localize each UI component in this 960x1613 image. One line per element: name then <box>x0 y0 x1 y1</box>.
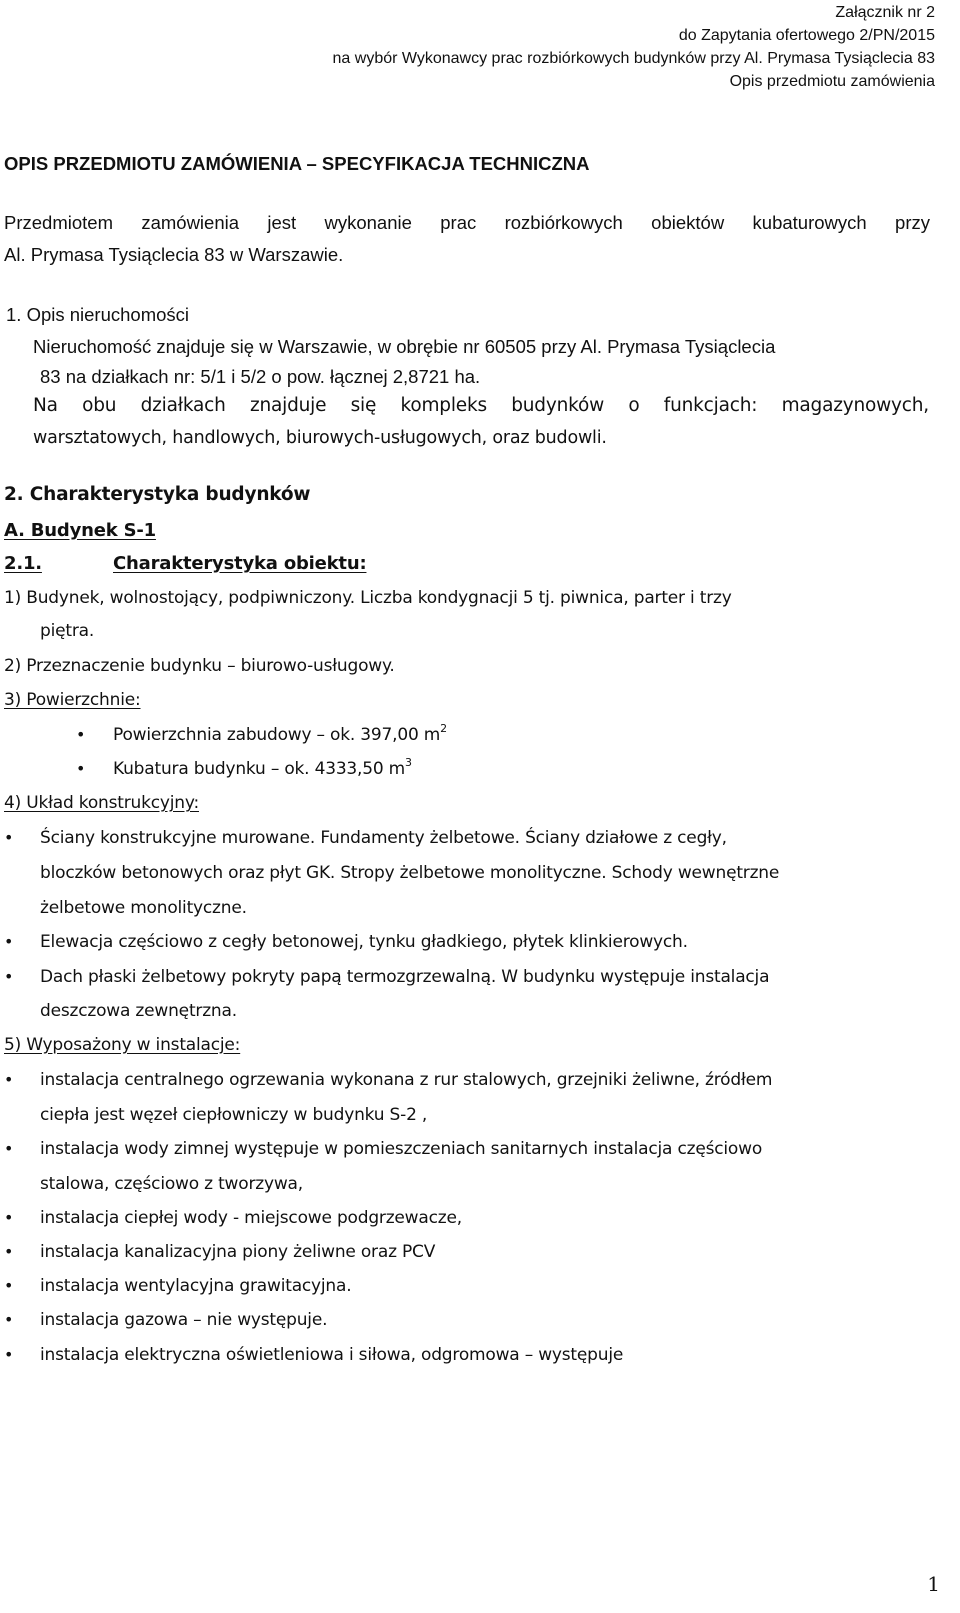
bullet-icon: • <box>4 1310 14 1329</box>
bullet-icon: • <box>4 967 14 986</box>
header-annex-number: Załącznik nr 2 <box>835 4 935 21</box>
section1-line-2: 83 na działkach nr: 5/1 i 5/2 o pow. łącznej 2,8721 ha. <box>40 366 481 387</box>
subsection-2-1-title <box>113 553 366 574</box>
bullet-icon: • <box>4 932 14 951</box>
item1-line-2: piętra. <box>40 621 95 641</box>
bullet-icon: • <box>4 1139 14 1158</box>
intro-line-1: Przedmiotem zamówienia jest wykonanie prac rozbiórkowych obiektów kubaturowych przy <box>4 212 930 233</box>
section1-line-3: Na obu działkach znajduje się kompleks budynków o funkcjach: magazynowych, <box>33 395 929 416</box>
section1-line-4: warsztatowych, handlowych, biurowych-usługowych, oraz budowli. <box>33 428 607 448</box>
built-area-text: Powierzchnia zabudowy – ok. 397,00 m <box>113 725 441 745</box>
built-area <box>113 722 447 745</box>
bullet-icon: • <box>4 1242 14 1261</box>
section1-heading: 1. Opis nieruchomości <box>6 304 190 325</box>
installation-cold-water-line-1: instalacja wody zimnej występuje w pomieszczeniach sanitarnych instalacja częściowo <box>40 1139 763 1159</box>
installation-hot-water: instalacja ciepłej wody - miejscowe podgrzewacze, <box>40 1208 462 1228</box>
construction-walls-line-2: bloczków betonowych oraz płyt GK. Stropy żelbetowe monolityczne. Schody wewnętrzne <box>40 863 780 883</box>
installation-ventilation: instalacja wentylacyjna grawitacyjna. <box>40 1276 352 1296</box>
section1-paragraph <box>33 395 929 416</box>
subsection-2-1-number <box>4 553 42 574</box>
construction-facade: Elewacja częściowo z cegły betonowej, tynku gładkiego, płytek klinkierowych. <box>40 932 688 952</box>
installation-gas: instalacja gazowa – nie występuje. <box>40 1310 328 1330</box>
building-s1-label: A. Budynek S-1 <box>4 520 156 541</box>
subsection-2-1-number-text: 2.1. <box>4 553 42 574</box>
construction-roof-line-2: deszczowa zewnętrzna. <box>40 1001 237 1021</box>
item1-line-1: 1) Budynek, wolnostojący, podpiwniczony. Liczba kondygnacji 5 tj. piwnica, parter i trzy <box>4 588 732 608</box>
item3-areas-text: 3) Powierzchnie: <box>4 690 141 710</box>
header-doc-title: Opis przedmiotu zamówienia <box>729 73 935 90</box>
item3-areas <box>4 690 141 710</box>
installation-heating-line-2: ciepła jest węzeł ciepłowniczy w budynku S-2 , <box>40 1105 428 1125</box>
building-volume <box>113 756 412 779</box>
intro-paragraph <box>4 212 930 234</box>
construction-walls-line-3: żelbetowe monolityczne. <box>40 898 247 918</box>
item2-purpose: 2) Przeznaczenie budynku – biurowo-usługowy. <box>4 656 395 676</box>
installation-heating-line-1: instalacja centralnego ogrzewania wykonana z rur stalowych, grzejniki żeliwne, źródłem <box>40 1070 773 1090</box>
building-volume-text: Kubatura budynku – ok. 4333,50 m <box>113 759 406 779</box>
section2-heading: 2. Charakterystyka budynków <box>4 484 311 505</box>
bullet-icon: • <box>76 725 86 744</box>
construction-roof-line-1: Dach płaski żelbetowy pokryty papą termozgrzewalną. W budynku występuje instalacja <box>40 967 770 987</box>
building-volume-exponent: 3 <box>405 756 412 769</box>
installation-cold-water-line-2: stalowa, częściowo z tworzywa, <box>40 1174 303 1194</box>
header-inquiry-ref: do Zapytania ofertowego 2/PN/2015 <box>678 27 935 44</box>
bullet-icon: • <box>4 1345 14 1364</box>
bullet-icon: • <box>4 1276 14 1295</box>
installation-sewage: instalacja kanalizacyjna piony żeliwne oraz PCV <box>40 1242 436 1262</box>
intro-line-2: Al. Prymasa Tysiąclecia 83 w Warszawie. <box>4 244 344 265</box>
installation-electrical: instalacja elektryczna oświetleniowa i siłowa, odgromowa – występuje <box>40 1345 624 1365</box>
bullet-icon: • <box>76 759 86 778</box>
item4-structure <box>4 793 199 813</box>
subsection-2-1-title-text: Charakterystyka obiektu: <box>113 553 367 574</box>
header-contractor-choice: na wybór Wykonawcy prac rozbiórkowych budynków przy Al. Prymasa Tysiąclecia 83 <box>332 50 935 67</box>
built-area-exponent: 2 <box>440 722 447 735</box>
construction-walls-line-1: Ściany konstrukcyjne murowane. Fundamenty żelbetowe. Ściany działowe z cegły, <box>40 828 727 848</box>
bullet-icon: • <box>4 828 14 847</box>
item5-installations-text: 5) Wyposażony w instalacje: <box>4 1035 241 1055</box>
page-number: 1 <box>927 1572 940 1596</box>
bullet-icon: • <box>4 1070 14 1089</box>
item5-installations <box>4 1035 240 1055</box>
building-s1-heading <box>4 520 156 541</box>
bullet-icon: • <box>4 1208 14 1227</box>
page-title: OPIS PRZEDMIOTU ZAMÓWIENIA – SPECYFIKACJA TECHNICZNA <box>4 153 590 174</box>
section1-line-1: Nieruchomość znajduje się w Warszawie, w obrębie nr 60505 przy Al. Prymasa Tysiąclecia <box>33 336 776 357</box>
item4-structure-text: 4) Układ konstrukcyjny: <box>4 793 199 813</box>
